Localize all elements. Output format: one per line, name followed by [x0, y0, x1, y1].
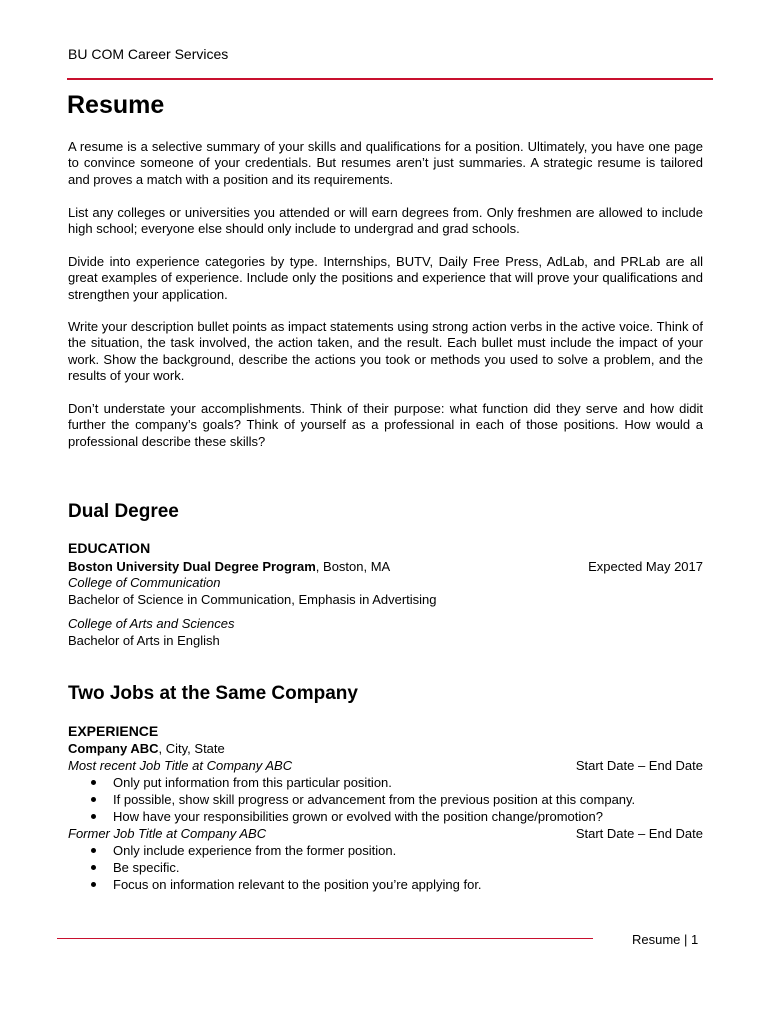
experience-label: EXPERIENCE — [68, 723, 159, 739]
list-item: Focus on information relevant to the position you’re applying for. — [91, 876, 703, 893]
college-1: College of Communication — [68, 575, 221, 590]
two-jobs-heading: Two Jobs at the Same Company — [68, 683, 358, 704]
footer-rule — [57, 938, 593, 939]
company-location: , City, State — [158, 741, 225, 756]
list-item: If possible, show skill progress or advancement from the previous position at this company. — [91, 791, 703, 808]
program-location: , Boston, MA — [315, 559, 391, 574]
job2-line — [68, 825, 703, 842]
header-rule — [67, 78, 713, 80]
list-item: How have your responsibilities grown or evolved with the position change/promotion? — [91, 808, 703, 825]
list-item: Be specific. — [91, 859, 703, 876]
bullet-icon — [91, 814, 96, 819]
degree-2: Bachelor of Arts in English — [68, 633, 220, 648]
job1-bullet-list — [91, 774, 703, 825]
bullet-icon — [91, 780, 96, 785]
college-2: College of Arts and Sciences — [68, 616, 235, 631]
job1-line — [68, 757, 703, 774]
bullet-icon — [91, 797, 96, 802]
list-item: Only include experience from the former position. — [91, 842, 703, 859]
bullet-icon — [91, 882, 96, 887]
bullet-icon — [91, 865, 96, 870]
intro-paragraph-5: Don’t understate your accomplishments. Think of their purpose: what function did they serve and how didit further the company’s goals? Think of yourself as a professional in each of those positions. How would a professional describe these skills? — [68, 401, 703, 449]
job1-dates: Start Date – End Date — [575, 758, 703, 773]
education-label: EDUCATION — [68, 540, 151, 556]
program-name: Boston University Dual Degree Program — [68, 559, 316, 574]
header-org: BU COM Career Services — [68, 46, 229, 62]
intro-paragraph-2: List any colleges or universities you attended or will earn degrees from. Only freshmen are allowed to include high school; everyone else should only include to undergrad and grad schools. — [68, 205, 703, 237]
program-line — [68, 558, 703, 575]
bullet-icon — [91, 848, 96, 853]
intro-paragraph-3: Divide into experience categories by type. Internships, BUTV, Daily Free Press, AdLab, and PRLab are all great examples of experience. Include only the positions and experience that will prove your qualifications and strengthen your application. — [68, 254, 703, 302]
job2-dates: Start Date – End Date — [575, 826, 703, 841]
company-name: Company ABC — [68, 741, 159, 756]
list-item: Only put information from this particular position. — [91, 774, 703, 791]
job1-title: Most recent Job Title at Company ABC — [68, 758, 293, 773]
dual-degree-heading: Dual Degree — [68, 501, 179, 522]
program-date: Expected May 2017 — [588, 559, 703, 574]
intro-paragraph-1: A resume is a selective summary of your skills and qualifications for a position. Ultimately, you have one page to convince someone of your credentials. But resumes aren’t just summaries. A strategic resume is tailored and proves a match with a position and its requirements. — [68, 139, 703, 187]
degree-1: Bachelor of Science in Communication, Emphasis in Advertising — [68, 592, 437, 607]
page-title: Resume — [67, 91, 165, 119]
intro-paragraph-4: Write your description bullet points as impact statements using strong action verbs in the active voice. Think of the situation, the task involved, the action taken, and the result. Each bullet must include the impact of your work. Show the background, describe the actions you took or methods you used to solve a problem, and the results of your work. — [68, 319, 703, 384]
footer-page-label: Resume | 1 — [632, 932, 699, 947]
company-line — [68, 740, 703, 757]
job2-bullet-list — [91, 842, 703, 893]
job2-title: Former Job Title at Company ABC — [68, 826, 267, 841]
